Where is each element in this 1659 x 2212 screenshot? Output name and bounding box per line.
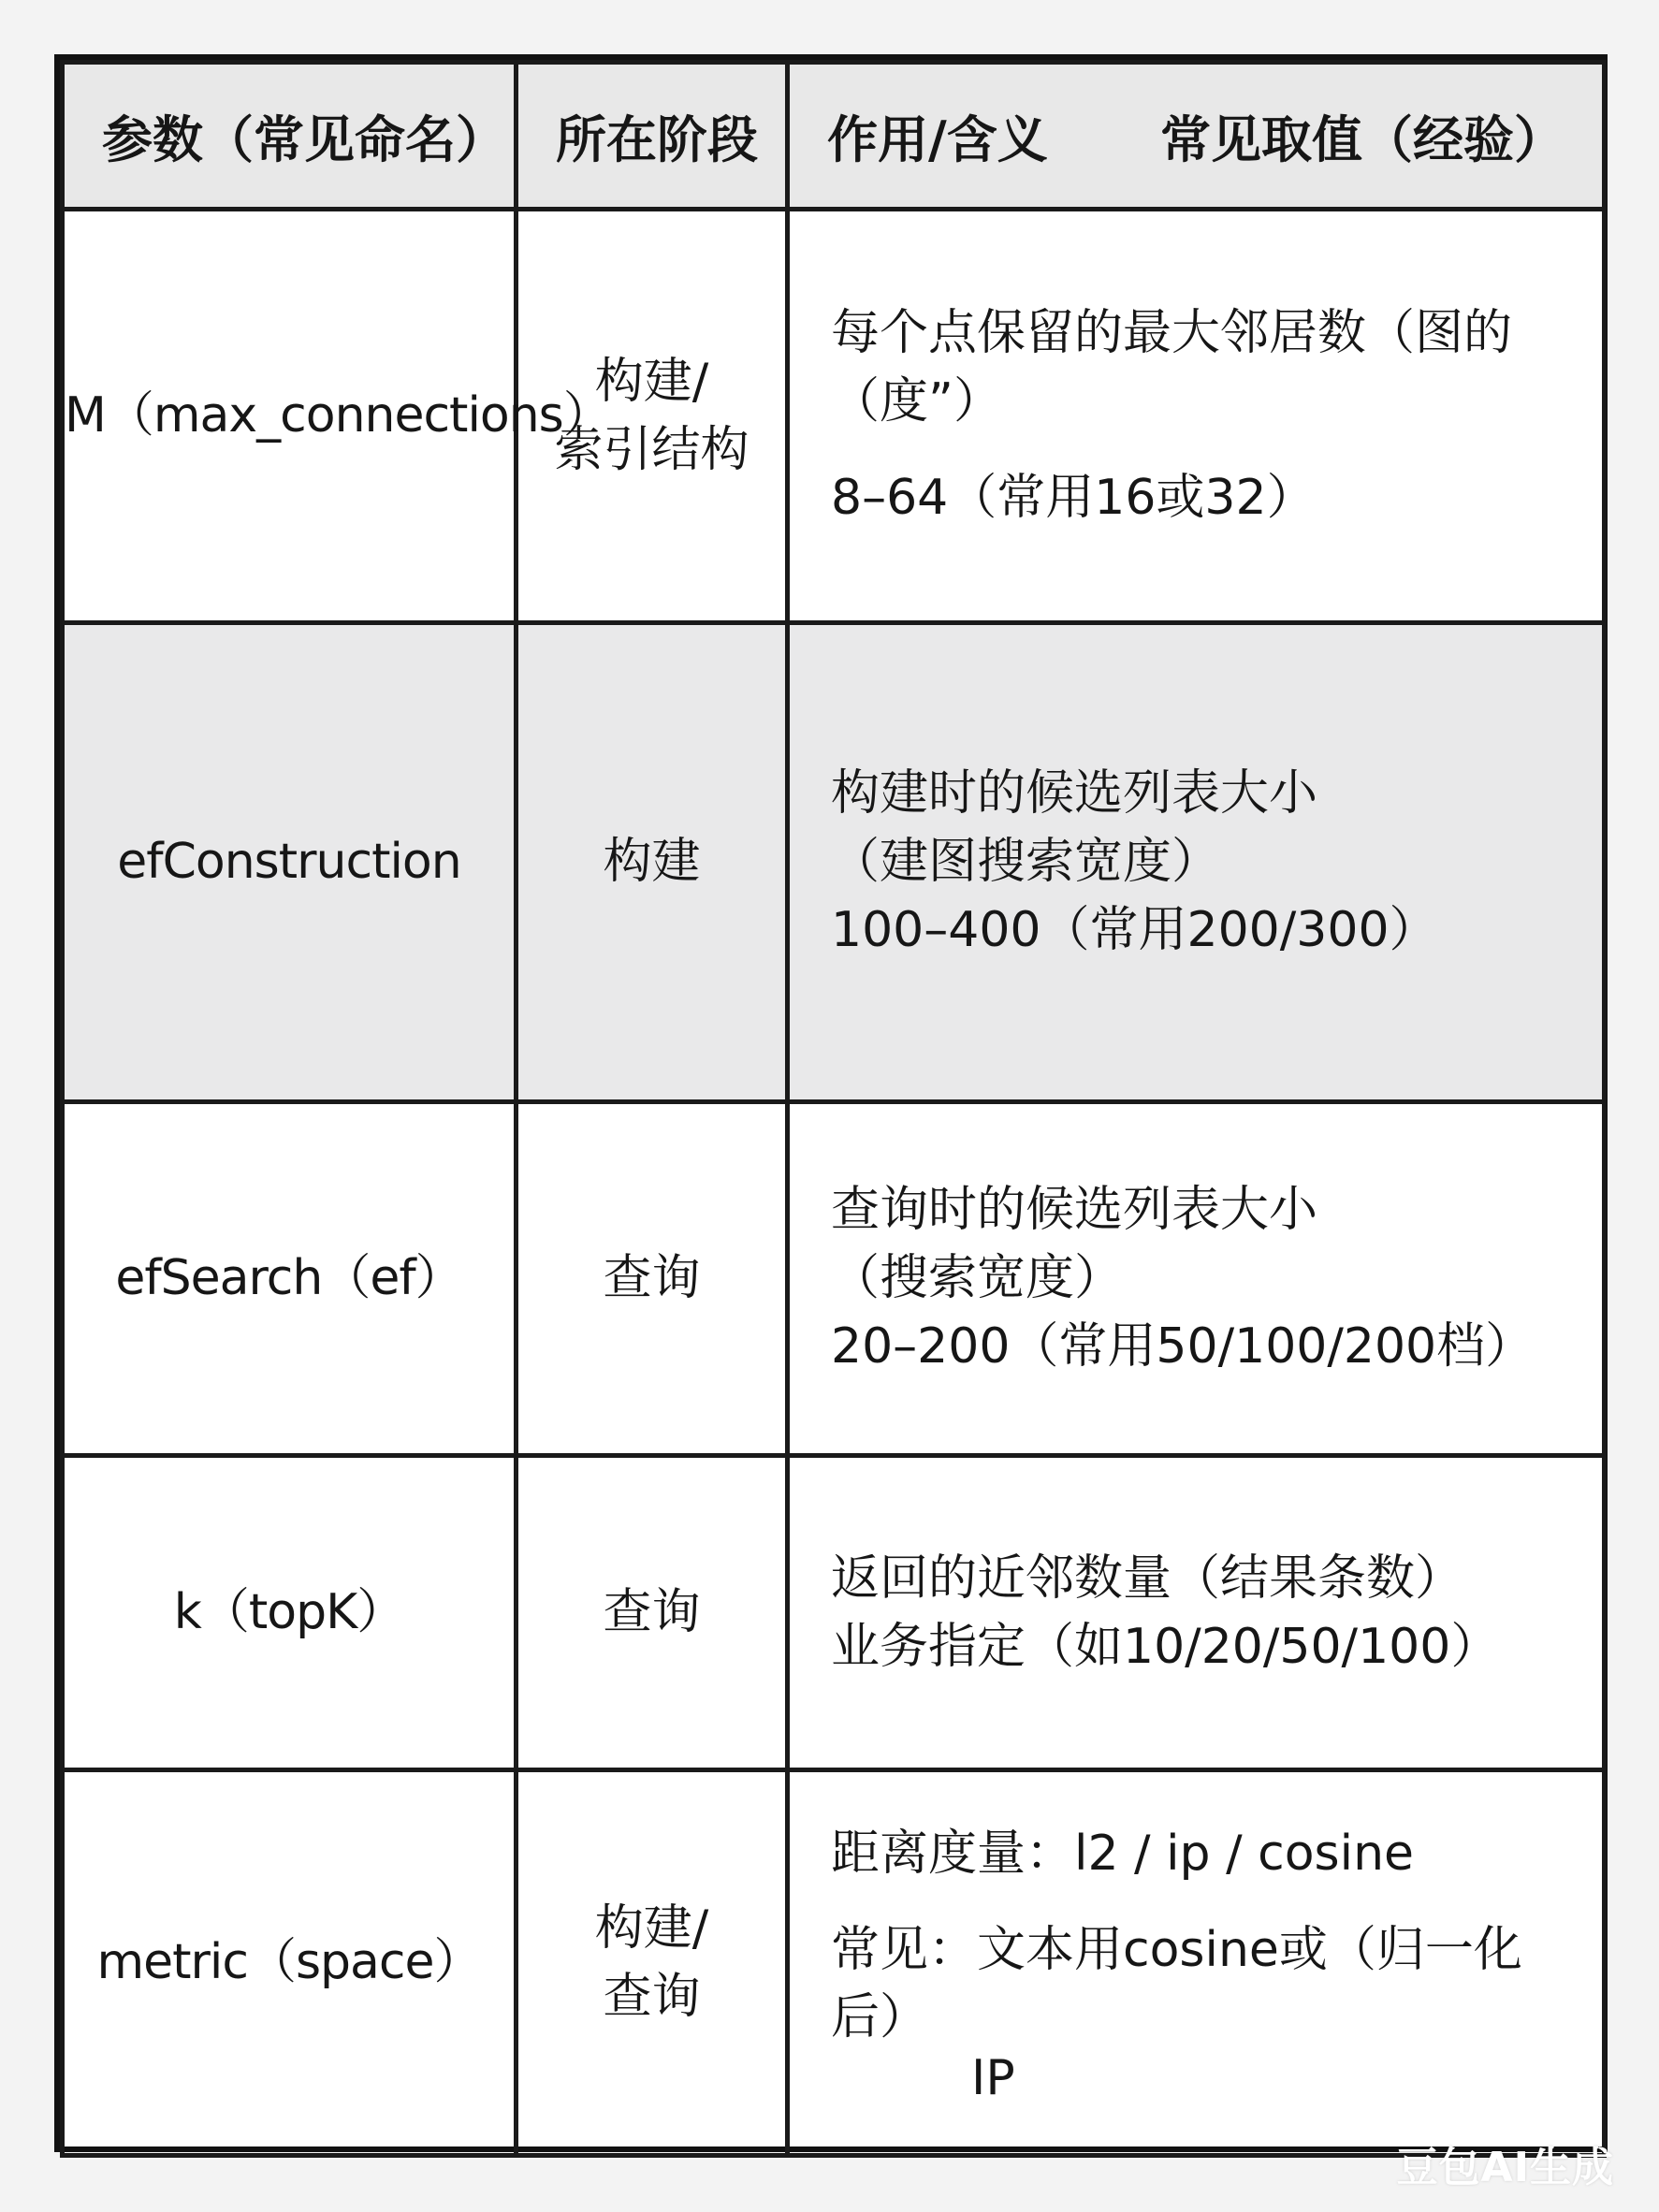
- param-cell: M（max_connections）: [63, 210, 517, 623]
- stage-cell: [517, 1770, 788, 2156]
- desc-line: 每个点保留的最大邻居数（图的: [831, 305, 1513, 362]
- param-cell: metric（space）: [63, 1770, 517, 2156]
- watermark-label: 豆包AI生成: [1396, 2144, 1614, 2191]
- table-row: [63, 1102, 1605, 1456]
- stage-cell: [517, 623, 788, 1102]
- stage-cell: [517, 1456, 788, 1770]
- desc-line: 业务指定（如10/20/50/100）: [831, 1618, 1500, 1675]
- stage-cell: [517, 210, 788, 623]
- desc-line: （搜索宽度）: [831, 1250, 1124, 1307]
- table-header-row: [63, 63, 1605, 210]
- parameter-table: [54, 54, 1608, 2152]
- table-row: [63, 210, 1605, 623]
- desc-line: 构建时的候选列表大小: [831, 765, 1318, 822]
- stage-line: 查询: [603, 1584, 701, 1641]
- desc-line: 常见：文本用cosine或（归一化后）: [831, 1921, 1522, 2046]
- stage-line: 查询: [603, 1968, 701, 2025]
- param-cell: k（topK）: [63, 1456, 517, 1770]
- desc-line: 8–64（常用16或32）: [831, 469, 1316, 526]
- table-row: [63, 623, 1605, 1102]
- header-param-label: 参数（常见命名）: [102, 109, 506, 169]
- stage-line: 构建/: [594, 1899, 709, 1957]
- desc-line: IP: [971, 2050, 1015, 2107]
- header-values-label: 常见取值（经验）: [1160, 109, 1564, 169]
- desc-line: 返回的近邻数量（结果条数）: [831, 1550, 1464, 1607]
- desc-line: （建图搜索宽度）: [831, 834, 1221, 891]
- param-cell: efSearch（ef）: [63, 1102, 517, 1456]
- stage-line: 构建: [603, 834, 701, 891]
- desc-cell: [788, 623, 1605, 1102]
- desc-line: 100–400（常用200/300）: [831, 901, 1438, 958]
- header-meaning-values: [788, 63, 1605, 210]
- hnsw-params-table: [60, 60, 1607, 2158]
- stage-line: 查询: [603, 1250, 701, 1307]
- table-row: [63, 1770, 1605, 2156]
- header-param: [63, 63, 517, 210]
- stage-line: 索引结构: [554, 421, 749, 478]
- desc-cell: [788, 1456, 1605, 1770]
- desc-line: 距离度量：l2 / ip / cosine: [831, 1825, 1415, 1882]
- desc-line: 查询时的候选列表大小: [831, 1182, 1318, 1239]
- header-stage: [517, 63, 788, 210]
- stage-cell: [517, 1102, 788, 1456]
- table-row: [63, 1456, 1605, 1770]
- header-meaning-label: 作用/含义: [827, 109, 1048, 169]
- desc-cell: [788, 1102, 1605, 1456]
- header-stage-label: 所在阶段: [556, 109, 758, 169]
- desc-cell: [788, 1770, 1605, 2156]
- param-cell: efConstruction: [63, 623, 517, 1102]
- stage-line: 构建/: [594, 353, 709, 410]
- desc-cell: [788, 210, 1605, 623]
- desc-line: （度”）: [831, 373, 1002, 430]
- desc-line: 20–200（常用50/100/200档）: [831, 1317, 1535, 1375]
